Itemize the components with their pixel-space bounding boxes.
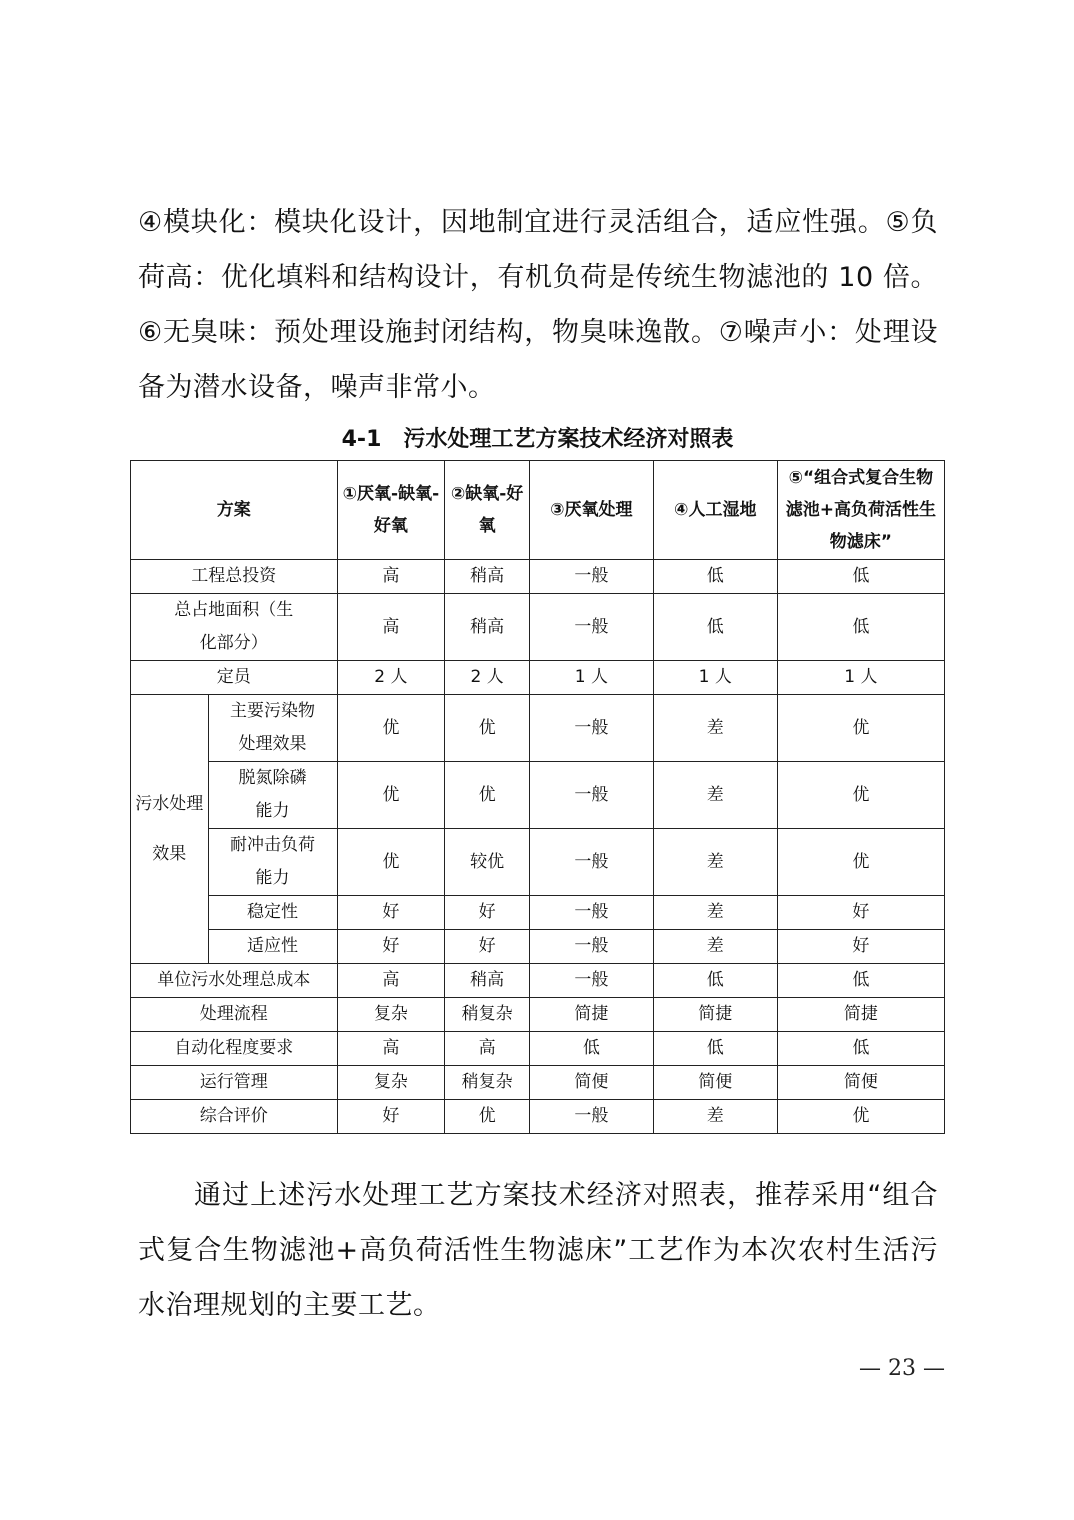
table-cell: 低 xyxy=(653,1032,777,1066)
conclusion-paragraph: 通过上述污水处理工艺方案技术经济对照表，推荐采用“组合式复合生物滤池+高负荷活性生物滤床”工艺作为本次农村生活污水治理规划的主要工艺。 xyxy=(138,1180,938,1321)
table-cell: 差 xyxy=(653,896,777,930)
table-cell: 优 xyxy=(445,762,530,829)
header-cell: ③厌氧处理 xyxy=(529,461,653,560)
table-cell: 复杂 xyxy=(337,998,445,1032)
header-cell: ⑤“组合式复合生物滤池+高负荷活性生物滤床” xyxy=(777,461,944,560)
table-row xyxy=(131,930,945,964)
table-row xyxy=(131,695,945,762)
table-cell: 优 xyxy=(337,829,445,896)
table-cell: 稍复杂 xyxy=(445,998,530,1032)
table-cell: 低 xyxy=(653,560,777,594)
table-row xyxy=(131,560,945,594)
table-cell: 优 xyxy=(337,695,445,762)
table-cell: 稍高 xyxy=(445,964,530,998)
table-cell: 简便 xyxy=(777,1066,944,1100)
table-header-row xyxy=(131,461,945,560)
page-number: — 23 — xyxy=(859,1356,945,1381)
row-label: 处理流程 xyxy=(131,998,338,1032)
table-cell: 一般 xyxy=(529,560,653,594)
table-cell: 较优 xyxy=(445,829,530,896)
table-cell: 1 人 xyxy=(653,661,777,695)
table-cell: 优 xyxy=(445,1100,530,1134)
table-cell: 一般 xyxy=(529,1100,653,1134)
row-label: 综合评价 xyxy=(131,1100,338,1134)
comparison-table xyxy=(130,460,945,1134)
table-cell: 一般 xyxy=(529,964,653,998)
table-cell: 高 xyxy=(337,594,445,661)
header-cell: ④人工湿地 xyxy=(653,461,777,560)
table-cell: 好 xyxy=(445,930,530,964)
table-cell: 高 xyxy=(337,964,445,998)
table-cell: 优 xyxy=(777,695,944,762)
table-cell: 好 xyxy=(337,896,445,930)
table-cell: 2 人 xyxy=(337,661,445,695)
table-cell: 低 xyxy=(653,594,777,661)
table-cell: 低 xyxy=(653,964,777,998)
table-cell: 稍高 xyxy=(445,594,530,661)
table-cell: 好 xyxy=(445,896,530,930)
group-label: 污水处理效果 xyxy=(131,695,209,964)
table-row xyxy=(131,661,945,695)
row-label: 主要污染物处理效果 xyxy=(208,695,337,762)
table-row xyxy=(131,829,945,896)
header-cell: ①厌氧-缺氧-好氧 xyxy=(337,461,445,560)
table-cell: 高 xyxy=(337,1032,445,1066)
table-caption: 4-1 污水处理工艺方案技术经济对照表 xyxy=(341,427,734,452)
row-label: 稳定性 xyxy=(208,896,337,930)
row-label: 运行管理 xyxy=(131,1066,338,1100)
table-cell: 优 xyxy=(777,829,944,896)
table-cell: 1 人 xyxy=(777,661,944,695)
table-row xyxy=(131,1032,945,1066)
row-label: 耐冲击负荷能力 xyxy=(208,829,337,896)
table-cell: 一般 xyxy=(529,695,653,762)
table-cell: 高 xyxy=(445,1032,530,1066)
table-row xyxy=(131,1066,945,1100)
table-cell: 简捷 xyxy=(777,998,944,1032)
table-row xyxy=(131,762,945,829)
table-cell: 一般 xyxy=(529,896,653,930)
table-cell: 低 xyxy=(777,560,944,594)
table-cell: 好 xyxy=(777,896,944,930)
table-cell: 一般 xyxy=(529,762,653,829)
table-cell: 差 xyxy=(653,930,777,964)
table-cell: 稍复杂 xyxy=(445,1066,530,1100)
table-cell: 好 xyxy=(777,930,944,964)
table-cell: 简捷 xyxy=(653,998,777,1032)
table-cell: 差 xyxy=(653,829,777,896)
table-cell: 优 xyxy=(445,695,530,762)
row-label: 定员 xyxy=(131,661,338,695)
row-label: 自动化程度要求 xyxy=(131,1032,338,1066)
table-row xyxy=(131,964,945,998)
row-label: 单位污水处理总成本 xyxy=(131,964,338,998)
table-cell: 简便 xyxy=(653,1066,777,1100)
table-cell: 优 xyxy=(337,762,445,829)
table-cell: 2 人 xyxy=(445,661,530,695)
table-cell: 稍高 xyxy=(445,560,530,594)
table-cell: 好 xyxy=(337,930,445,964)
table-cell: 差 xyxy=(653,695,777,762)
table-cell: 低 xyxy=(777,594,944,661)
table-row xyxy=(131,896,945,930)
table-cell: 高 xyxy=(337,560,445,594)
row-label: 适应性 xyxy=(208,930,337,964)
table-cell: 优 xyxy=(777,762,944,829)
table-cell: 1 人 xyxy=(529,661,653,695)
table-cell: 一般 xyxy=(529,829,653,896)
table-cell: 优 xyxy=(777,1100,944,1134)
table-cell: 复杂 xyxy=(337,1066,445,1100)
table-cell: 低 xyxy=(777,964,944,998)
table-cell: 简捷 xyxy=(529,998,653,1032)
header-cell: ②缺氧-好氧 xyxy=(445,461,530,560)
table-row xyxy=(131,998,945,1032)
table-cell: 低 xyxy=(777,1032,944,1066)
intro-paragraph: ④模块化：模块化设计，因地制宜进行灵活组合，适应性强。⑤负荷高：优化填料和结构设计，有机负荷是传统生物滤池的 10 倍。⑥无臭味：预处理设施封闭结构，物臭味逸散。⑦噪声小：处理设备为潜水设备，噪声非常小。 xyxy=(138,207,938,403)
table-row xyxy=(131,1100,945,1134)
table-cell: 一般 xyxy=(529,594,653,661)
table-cell: 低 xyxy=(529,1032,653,1066)
table-cell: 简便 xyxy=(529,1066,653,1100)
table-row xyxy=(131,594,945,661)
row-label: 脱氮除磷能力 xyxy=(208,762,337,829)
header-cell: 方案 xyxy=(131,461,338,560)
table-cell: 差 xyxy=(653,762,777,829)
row-label: 总占地面积（生化部分） xyxy=(131,594,338,661)
table-cell: 差 xyxy=(653,1100,777,1134)
table-cell: 一般 xyxy=(529,930,653,964)
row-label: 工程总投资 xyxy=(131,560,338,594)
table-cell: 好 xyxy=(337,1100,445,1134)
